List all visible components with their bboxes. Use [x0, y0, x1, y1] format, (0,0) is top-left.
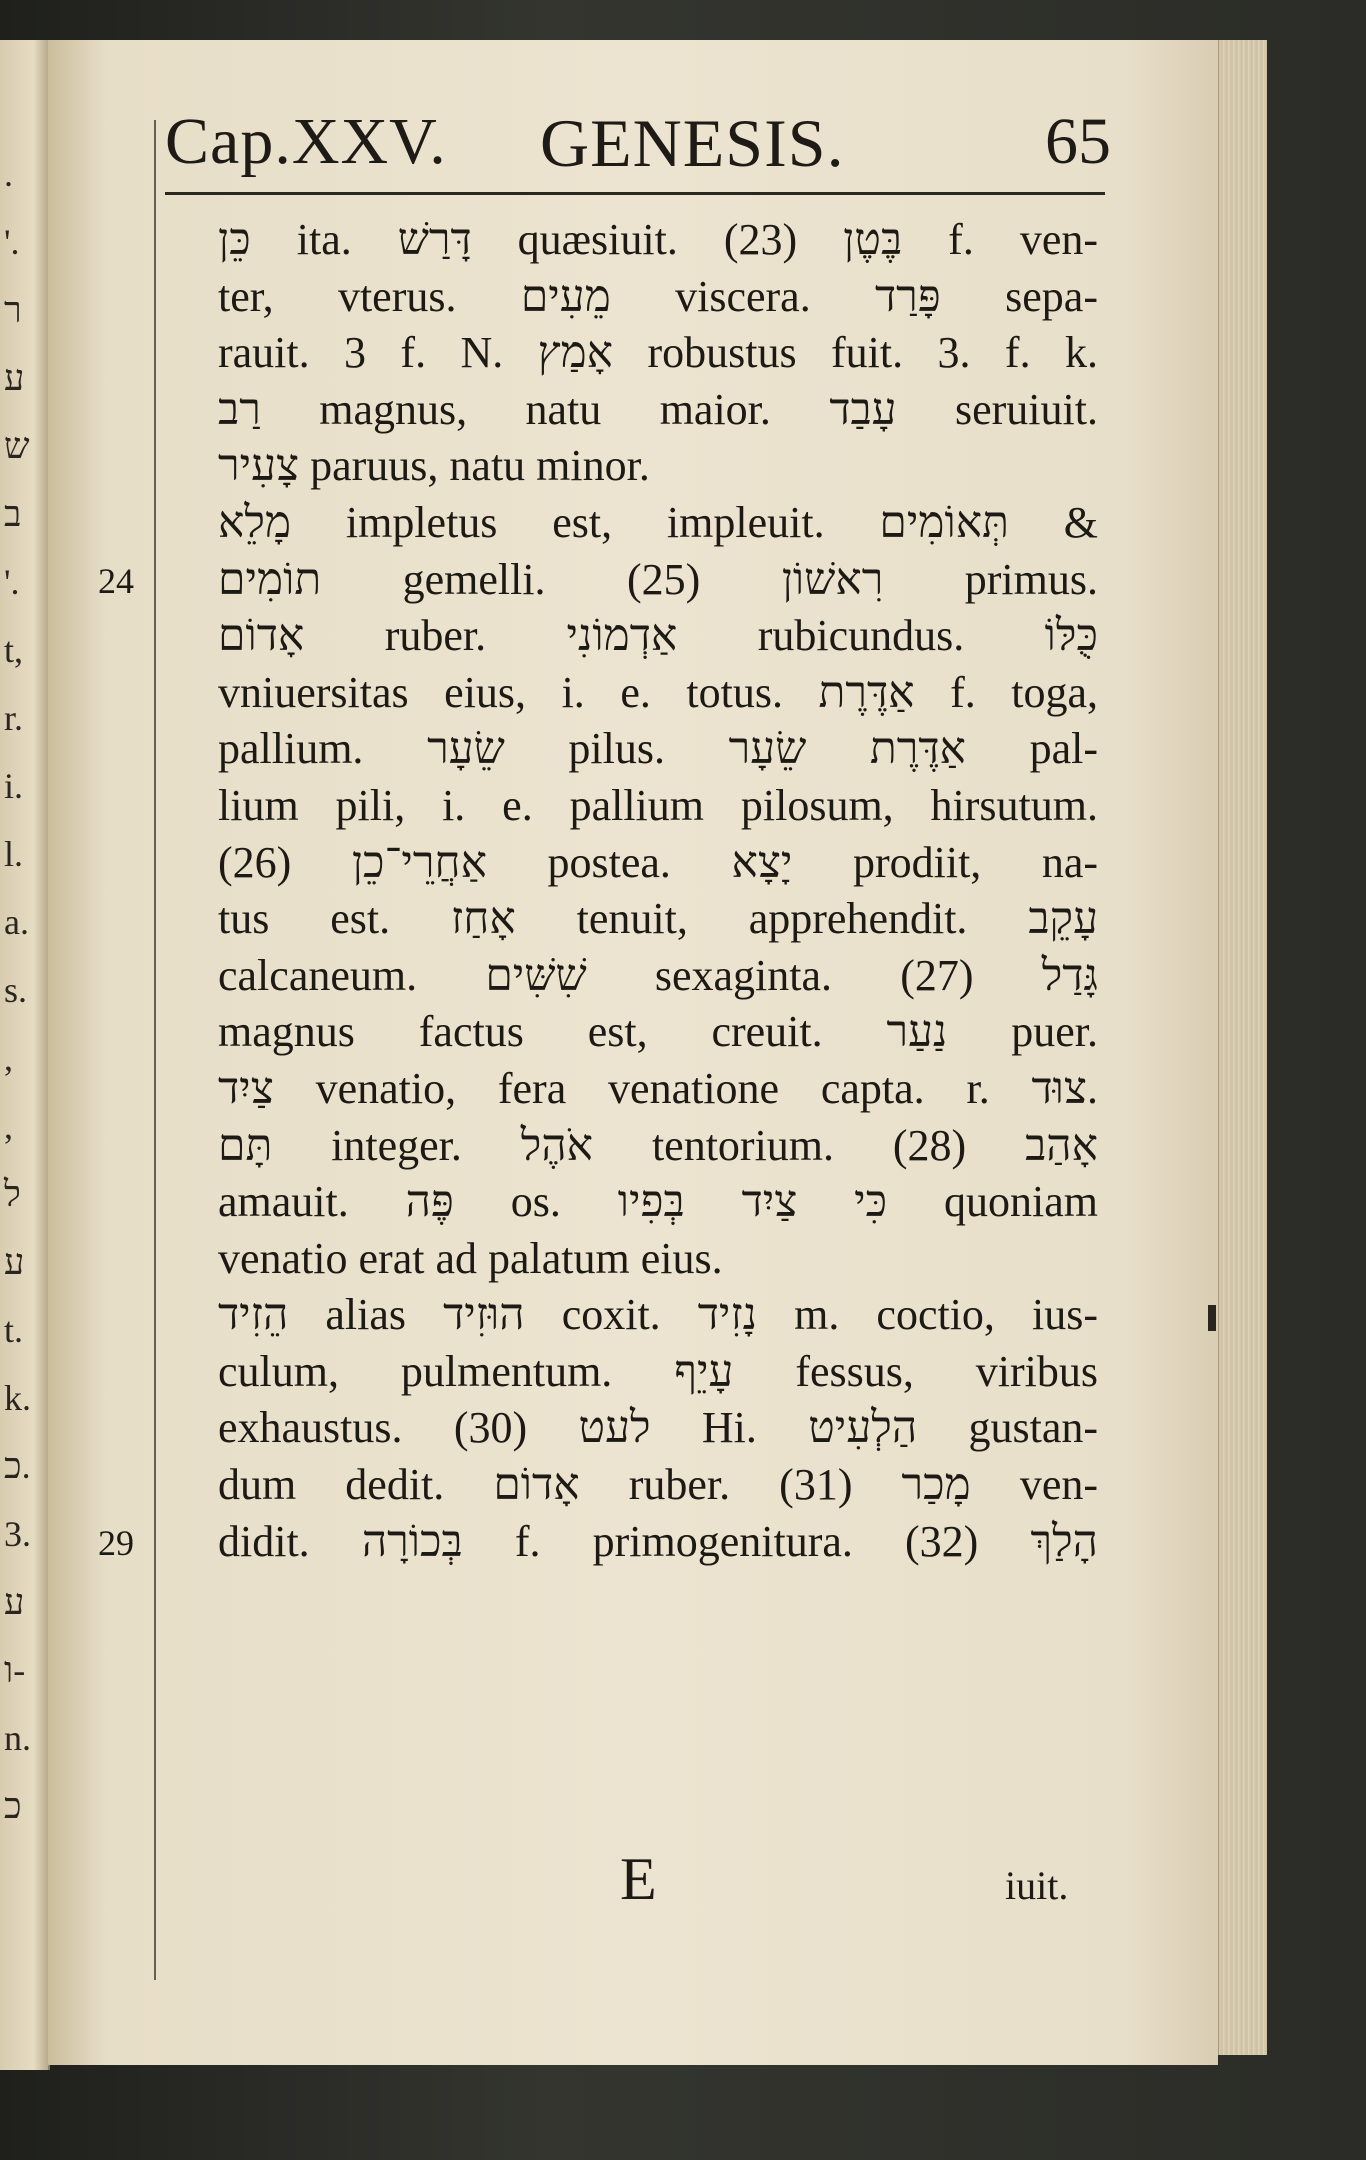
fragment: t.: [4, 1310, 24, 1350]
text-line: מָלֵא impletus est, impleuit. תְּאוֹמִים &: [218, 497, 1098, 547]
catchword: iuit.: [1005, 1863, 1069, 1908]
fragment: '.: [4, 562, 20, 602]
text-line: venatio erat ad palatum eius.: [218, 1233, 723, 1283]
text-line: תָּם integer. אֹהֶל tentorium. (28) אָהַב: [218, 1120, 1098, 1170]
text-line: magnus factus est, creuit. נַעַר puer.: [218, 1007, 1098, 1057]
signature-mark: E: [620, 1846, 657, 1912]
fragment: ,: [4, 1038, 13, 1078]
fragment: ,: [4, 1106, 13, 1146]
page-number: 65: [1045, 105, 1111, 178]
running-head: [165, 104, 1115, 194]
text-line: צָעִיר paruus, natu minor.: [218, 441, 650, 491]
text-line: pallium. שֵׂעָר pilus. אַדֶּרֶת שֵׂעָר pal-: [218, 724, 1098, 774]
text-line: הֵזִיד alias הוּזִיד coxit. נָזִיד m. coctio, ius-: [218, 1290, 1098, 1340]
fragment: ו-: [4, 1650, 26, 1690]
fragment: l.: [4, 834, 24, 874]
text-line: אָדוֹם ruber. אַדְמוֹנִי rubicundus. כֻּלּוֹ: [218, 611, 1098, 661]
fragment: ע: [4, 358, 25, 398]
fragment: כ.: [4, 1446, 31, 1486]
fragment: i.: [4, 766, 24, 806]
chapter-heading: Cap.XXV.: [165, 105, 447, 178]
text-line: (26) אַחֲרֵי־כֵן postea. יָצָא prodiit, na-: [218, 837, 1098, 887]
text-line: ter, vterus. מֵעִים viscera. פָּרַד sepa-: [218, 271, 1098, 321]
text-line: rauit. 3 f. N. אָמַץ robustus fuit. 3. f. k.: [218, 328, 1098, 378]
fragment: ר: [4, 290, 22, 330]
text-line: tus est. אָחַז tenuit, apprehendit. עָקֵב: [218, 894, 1098, 944]
text-line: culum, pulmentum. עָיֵף fessus, viribus: [218, 1346, 1098, 1396]
text-line: lium pili, i. e. pallium pilosum, hirsutum.: [218, 780, 1098, 830]
text-line: צַיִד venatio, fera venatione capta. r. צוּד.: [218, 1063, 1098, 1113]
fragment: כ: [4, 1786, 22, 1826]
margin-tick-mark: [1208, 1305, 1216, 1331]
verse-number-24: 24: [98, 561, 134, 601]
fragment: 3.: [4, 1514, 31, 1554]
margin-rule: [154, 120, 156, 1980]
previous-page-edge: [0, 40, 50, 2070]
fragment: ב: [4, 494, 22, 534]
text-line: כֵּן ita. דָּרַשׁ quæsiuit. (23) בֶּטֶן f. ven-: [218, 215, 1098, 264]
fragment: '.: [4, 222, 20, 262]
fragment: ש: [4, 426, 30, 466]
fragment: s.: [4, 970, 28, 1010]
text-line: תוֹמִים gemelli. (25) רִאשׁוֹן primus.: [218, 554, 1098, 604]
fragment: r.: [4, 698, 24, 738]
text-line: exhaustus. (30) לעט Hi. הַלְעִיט gustan-: [218, 1403, 1098, 1453]
text-line: vniuersitas eius, i. e. totus. אַדֶּרֶת f. toga,: [218, 667, 1098, 717]
text-line: רַב magnus, natu maior. עָבַד seruiuit.: [218, 384, 1098, 434]
verse-number-29: 29: [98, 1523, 134, 1563]
fragment: ע: [4, 1582, 25, 1622]
text-line: dum dedit. אָדוֹם ruber. (31) מָכַר ven-: [218, 1460, 1098, 1510]
fragment: ל: [4, 1174, 21, 1214]
fragment: t,: [4, 630, 24, 670]
text-line: calcaneum. שִׁשִּׁים sexaginta. (27) גָּדַל: [218, 950, 1098, 1000]
previous-page-fragments: [4, 140, 46, 1840]
text-line: amauit. פֶּה os. כִּי צַיִד בְּפִיו quoniam: [218, 1177, 1098, 1227]
fragment: .: [4, 154, 13, 194]
text-line: didit. בְּכוֹרָה f. primogenitura. (32) הָלַךְ: [218, 1516, 1098, 1566]
fragment: ע: [4, 1242, 25, 1282]
fragment: a.: [4, 902, 29, 942]
page-block-edge: [1218, 40, 1267, 2055]
book-title: GENESIS.: [540, 105, 845, 181]
header-rule: [165, 192, 1105, 195]
fragment: n.: [4, 1718, 31, 1758]
glossary-text: [218, 212, 1098, 1570]
fragment: k.: [4, 1378, 31, 1418]
